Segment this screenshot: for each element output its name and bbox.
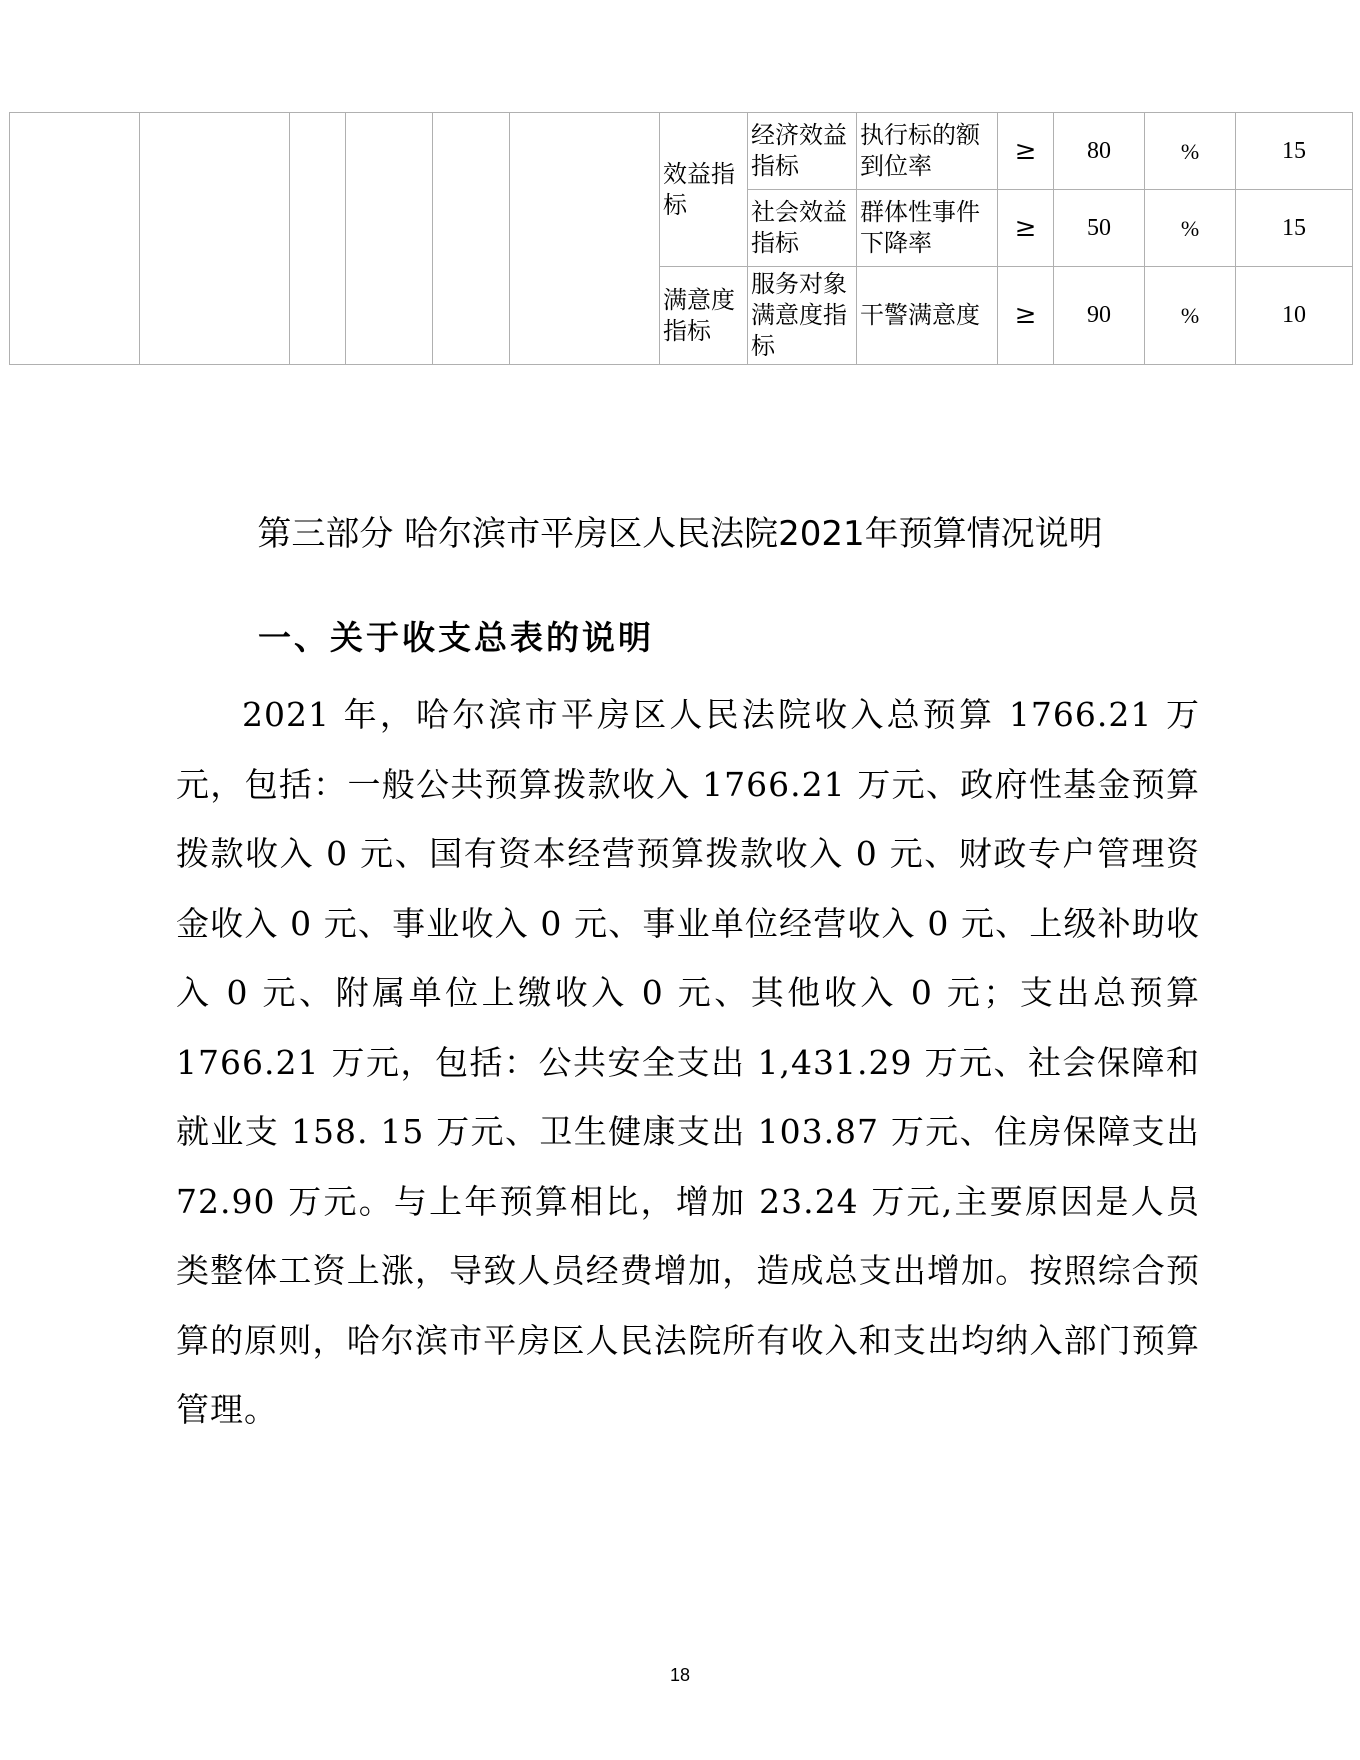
subcategory-cell: 社会效益指标	[748, 190, 857, 267]
weight-cell: 15	[1236, 190, 1353, 267]
value-cell: 80	[1054, 113, 1145, 190]
operator-cell: ≥	[998, 267, 1054, 365]
category-cell: 效益指标	[660, 113, 748, 267]
indicator-cell: 执行标的额到位率	[857, 113, 998, 190]
unit-cell: %	[1145, 267, 1236, 365]
subcategory-cell: 服务对象满意度指标	[748, 267, 857, 365]
empty-cell	[290, 113, 346, 365]
empty-cell	[346, 113, 433, 365]
empty-cell	[433, 113, 510, 365]
indicator-cell: 群体性事件下降率	[857, 190, 998, 267]
empty-cell	[10, 113, 140, 365]
page-number: 18	[669, 1665, 691, 1685]
category-cell: 满意度指标	[660, 267, 748, 365]
empty-cell	[510, 113, 660, 365]
subcategory-cell: 经济效益指标	[748, 113, 857, 190]
indicator-cell: 干警满意度	[857, 267, 998, 365]
weight-cell: 15	[1236, 113, 1353, 190]
performance-indicator-table	[9, 112, 1353, 365]
operator-cell: ≥	[998, 190, 1054, 267]
empty-cell	[140, 113, 290, 365]
table-row	[10, 113, 1353, 190]
body-paragraph: 2021 年，哈尔滨市平房区人民法院收入总预算 1766.21 万元，包括：一般公共预算拨款收入 1766.21 万元、政府性基金预算拨款收入 0 元、国有资本经营预算拨款收入 0 元、财政专户管理资金收入 0 元、事业收入 0 元、事业单位经营收入 0 元、上级补助收入 0 元、附属单位上缴收入 0 元、其他收入 0 元；支出总预算 1766.21 万元，包括：公共安全支出 1,431.29 万元、社会保障和就业支 158. 15 万元、卫生健康支出 103.87 万元、住房保障支出 72.90 万元。与上年预算相比，增加 23.24 万元,主要原因是人员类整体工资上涨，导致人员经费增加，造成总支出增加。按照综合预算的原则，哈尔滨市平房区人民法院所有收入和支出均纳入部门预算管理。	[176, 695, 1200, 1429]
unit-cell: %	[1145, 113, 1236, 190]
value-cell: 90	[1054, 267, 1145, 365]
section-heading: 一、关于收支总表的说明	[258, 618, 654, 657]
value-cell: 50	[1054, 190, 1145, 267]
unit-cell: %	[1145, 190, 1236, 267]
part-title: 第三部分 哈尔滨市平房区人民法院2021年预算情况说明	[257, 514, 1103, 554]
operator-cell: ≥	[998, 113, 1054, 190]
weight-cell: 10	[1236, 267, 1353, 365]
